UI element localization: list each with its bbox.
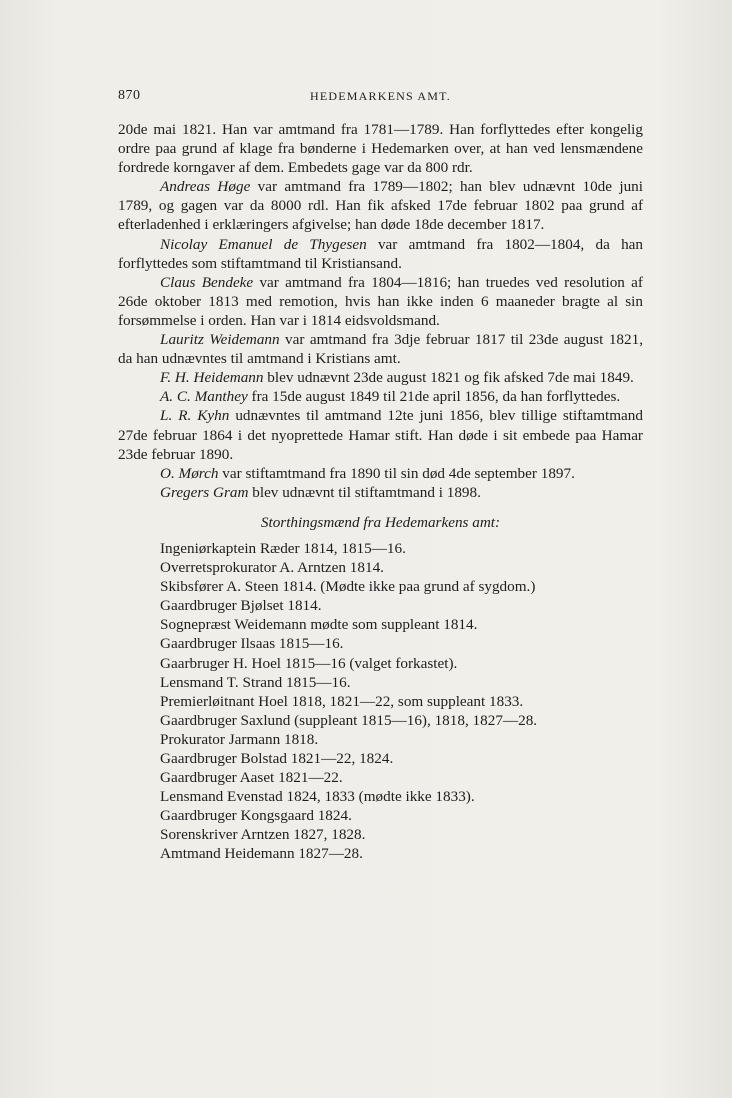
person-name: Claus Bendeke bbox=[160, 273, 254, 291]
person-name: Nicolay Emanuel de Thygesen bbox=[160, 235, 367, 253]
paragraph bbox=[118, 120, 643, 177]
list-item: Gaarbruger H. Hoel 1815—16 (valget forkastet). bbox=[160, 654, 458, 672]
paragraph-text: var stiftamtmand fra 1890 til sin død 4de september 1897. bbox=[218, 464, 575, 482]
paragraph-text: blev udnævnt til stiftamtmand i 1898. bbox=[248, 483, 481, 501]
representatives-list bbox=[118, 539, 643, 864]
paragraph-text: var amtmand fra 1789—1802; han blev udnævnt 10de juni 1789, og gagen var da 8000 rdl. Han fik afsked 17de februar 1802 paa grund af efterladenhed i erklæringers afgivelse; han døde 18de december 1817. bbox=[118, 178, 643, 234]
list-item: Gaardbruger Bolstad 1821—22, 1824. bbox=[160, 750, 394, 767]
paragraph-text: var amtmand fra 3dje februar 1817 til 23de august 1821, da han udnævntes til amtmand i Kristians amt. bbox=[118, 331, 643, 368]
page-header bbox=[118, 88, 643, 108]
paragraph-text: udnævntes til amtmand 12te juni 1856, blev tillige stiftamtmand 27de februar 1864 i det nyoprettede Hamar stift. Han døde i sit embede paa Hamar 23de februar 1890. bbox=[118, 407, 643, 463]
page-number: 870 bbox=[118, 88, 141, 103]
paragraph-text: var amtmand fra 1802—1804, da han forflyttedes som stiftamtmand til Kristiansand. bbox=[118, 235, 644, 272]
list-item: Lensmand Evenstad 1824, 1833 (mødte ikke 1833). bbox=[160, 788, 475, 806]
paragraph bbox=[118, 483, 643, 502]
list-item: Premierløitnant Hoel 1818, 1821—22, som suppleant 1833. bbox=[160, 692, 524, 710]
paragraph bbox=[118, 235, 643, 273]
section-heading: Storthingsmænd fra Hedemarkens amt: bbox=[260, 513, 501, 531]
paragraph bbox=[118, 330, 643, 368]
list-item: Gaardbruger Aaset 1821—22. bbox=[160, 769, 343, 787]
paragraph bbox=[118, 406, 643, 463]
list-item: Gaardbruger Bjølset 1814. bbox=[160, 597, 322, 615]
person-name: F. H. Heidemann bbox=[160, 369, 264, 387]
person-name: Andreas Høge bbox=[160, 178, 251, 196]
page-body bbox=[118, 120, 643, 864]
paragraph bbox=[118, 464, 643, 483]
person-name: A. C. Manthey bbox=[160, 388, 248, 406]
paragraph bbox=[118, 387, 643, 406]
list-item: Prokurator Jarmann 1818. bbox=[160, 730, 319, 748]
list-item: Lensmand T. Strand 1815—16. bbox=[160, 673, 351, 691]
person-name: L. R. Kyhn bbox=[160, 407, 230, 425]
list-item: Gaardbruger Saxlund (suppleant 1815—16), 1818, 1827—28. bbox=[160, 711, 538, 729]
paragraph-text: var amtmand fra 1804—1816; han truedes ved resolution af 26de oktober 1813 med remotion, hvis han ikke inden 6 maaneder bragte al sin forsømmelse i orden. Han var i 1814 eidsvoldsmand. bbox=[118, 273, 643, 329]
list-item: Sorenskriver Arntzen 1827, 1828. bbox=[160, 826, 366, 844]
paragraph-text: blev udnævnt 23de august 1821 og fik afsked 7de mai 1849. bbox=[263, 369, 634, 387]
paragraph-text: fra 15de august 1849 til 21de april 1856, da han forflyttedes. bbox=[247, 388, 621, 406]
paragraph-text: 20de mai 1821. Han var amtmand fra 1781—1789. Han forflyttedes efter kongelig ordre paa grund af klage fra bønderne i Hedemarken over, at han ved lensmændene fordrede korngaver af dem. Embedets gage var da 800 rdr. bbox=[118, 121, 643, 177]
list-item: Gaardbruger Kongsgaard 1824. bbox=[160, 807, 352, 825]
person-name: O. Mørch bbox=[160, 464, 219, 482]
person-name: Gregers Gram bbox=[160, 483, 249, 501]
running-title: HEDEMARKENS AMT. bbox=[310, 89, 451, 103]
list-item: Skibsfører A. Steen 1814. (Mødte ikke paa grund af sygdom.) bbox=[160, 578, 536, 596]
person-name: Lauritz Weidemann bbox=[160, 331, 280, 349]
list-item: Gaardbruger Ilsaas 1815—16. bbox=[160, 635, 344, 653]
list-item: Amtmand Heidemann 1827—28. bbox=[160, 845, 363, 863]
paragraph bbox=[118, 177, 643, 234]
list-item: Overretsprokurator A. Arntzen 1814. bbox=[160, 559, 384, 577]
paragraph bbox=[118, 368, 643, 387]
list-item: Sognepræst Weidemann mødte som suppleant 1814. bbox=[160, 616, 478, 634]
list-item: Ingeniørkaptein Ræder 1814, 1815—16. bbox=[160, 539, 406, 557]
paragraph bbox=[118, 273, 643, 330]
